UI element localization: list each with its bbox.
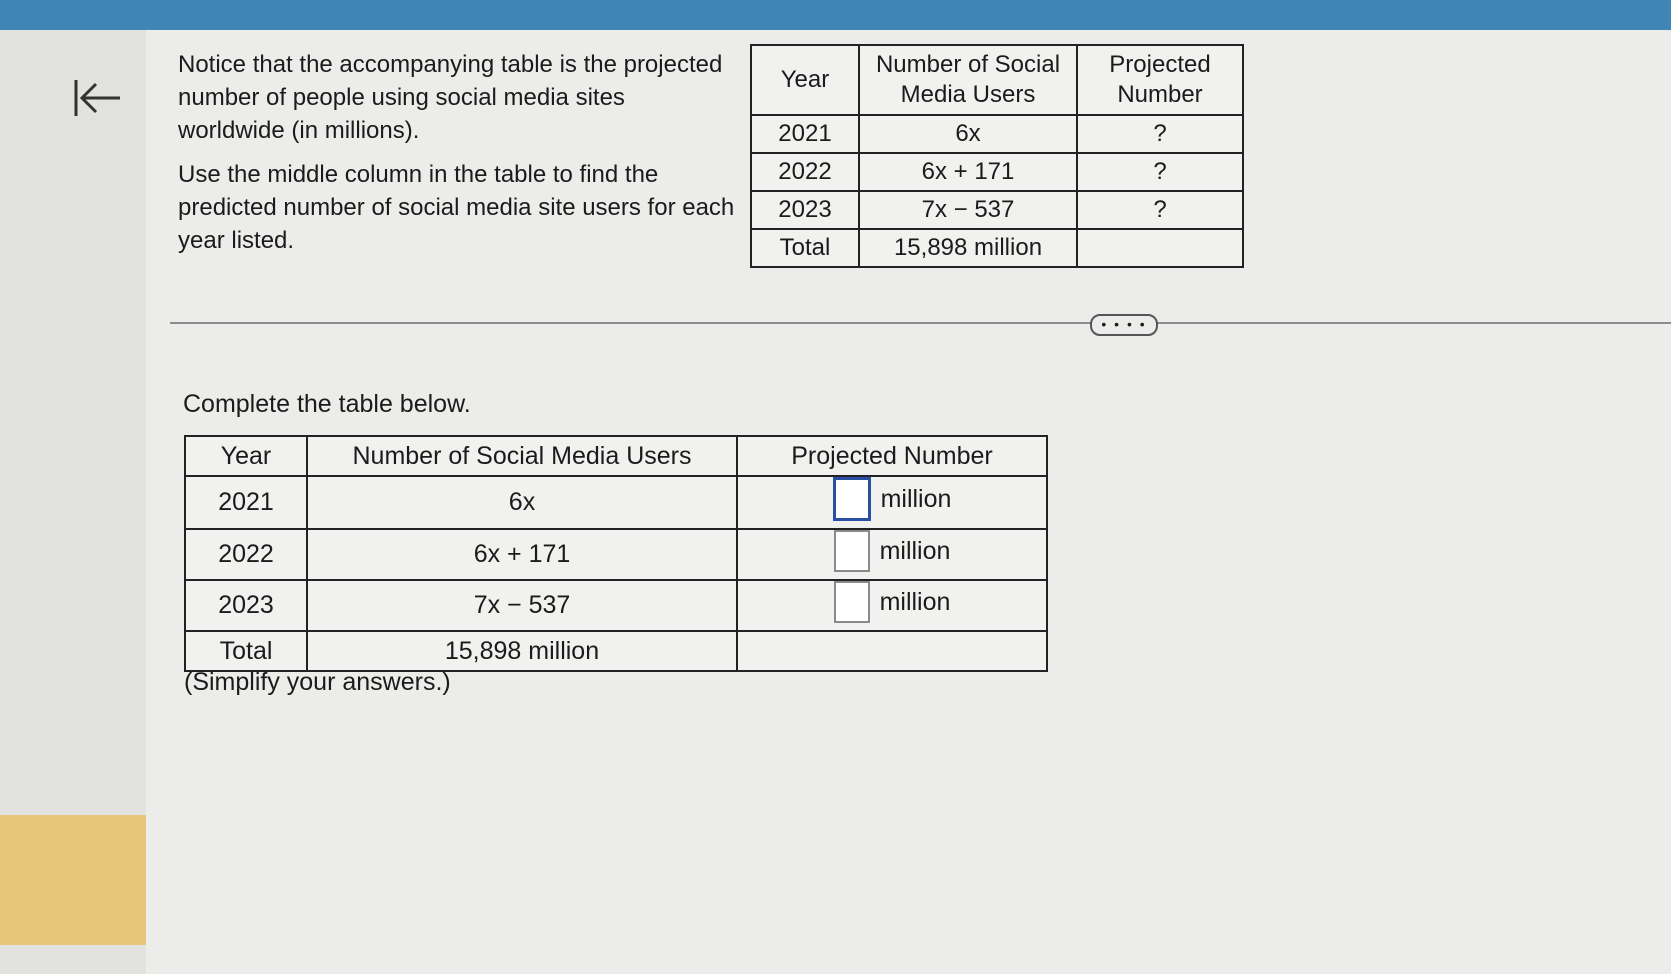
- year-cell: 2021: [185, 476, 307, 529]
- projected-cell: [1077, 229, 1243, 267]
- year-cell: Total: [751, 229, 859, 267]
- answer-table-header: [185, 436, 1047, 476]
- header-users: Number of Social Media Users: [307, 436, 737, 476]
- left-rail-highlight: [0, 815, 146, 945]
- answer-input-2023[interactable]: [834, 581, 870, 623]
- answer-cell: [737, 529, 1047, 580]
- answer-table: [184, 435, 1048, 672]
- reference-table: [750, 44, 1244, 268]
- table-row: [751, 191, 1243, 229]
- projected-cell: ?: [1077, 115, 1243, 153]
- problem-paragraph-1: Notice that the accompanying table is the projected number of people using social media sites worldwide (in millions).: [178, 51, 723, 144]
- header-projected: Projected Number: [1077, 45, 1243, 115]
- table-row: [751, 115, 1243, 153]
- year-cell: 2021: [751, 115, 859, 153]
- answer-input-2022[interactable]: [834, 530, 870, 572]
- year-cell: Total: [185, 631, 307, 671]
- problem-paragraph-2: Use the middle column in the table to find the predicted number of social media site users for each year listed.: [178, 161, 735, 254]
- section-divider: [170, 322, 1671, 324]
- year-cell: 2022: [751, 153, 859, 191]
- expr-cell: 7x − 537: [307, 580, 737, 631]
- expr-cell: 15,898 million: [859, 229, 1077, 267]
- collapse-back-button[interactable]: [72, 72, 124, 124]
- answer-row-total: [185, 631, 1047, 671]
- expr-cell: 6x: [859, 115, 1077, 153]
- expr-cell: 6x + 171: [307, 529, 737, 580]
- year-cell: 2023: [751, 191, 859, 229]
- reference-table-header: [751, 45, 1243, 115]
- year-cell: 2022: [185, 529, 307, 580]
- expr-cell: 15,898 million: [307, 631, 737, 671]
- top-bar: [0, 0, 1671, 30]
- answer-cell: [737, 580, 1047, 631]
- simplify-note: (Simplify your answers.): [184, 668, 451, 696]
- header-year: Year: [185, 436, 307, 476]
- expr-cell: 6x: [307, 476, 737, 529]
- expr-cell: 6x + 171: [859, 153, 1077, 191]
- unit-label: million: [879, 536, 951, 565]
- left-rail: [0, 30, 147, 974]
- year-cell: 2023: [185, 580, 307, 631]
- unit-label: million: [879, 587, 951, 616]
- header-users: Number of Social Media Users: [859, 45, 1077, 115]
- more-button[interactable]: • • • •: [1090, 314, 1158, 336]
- answer-row: [185, 476, 1047, 529]
- header-projected: Projected Number: [737, 436, 1047, 476]
- table-row: [751, 153, 1243, 191]
- answer-cell: [737, 476, 1047, 529]
- answer-row: [185, 580, 1047, 631]
- projected-cell: ?: [1077, 191, 1243, 229]
- table-row-total: [751, 229, 1243, 267]
- complete-prompt: Complete the table below.: [183, 390, 471, 418]
- projected-cell: ?: [1077, 153, 1243, 191]
- expr-cell: 7x − 537: [859, 191, 1077, 229]
- arrow-to-left-icon: [72, 72, 124, 124]
- answer-cell-empty: [737, 631, 1047, 671]
- answer-input-2021[interactable]: [833, 477, 871, 521]
- answer-row: [185, 529, 1047, 580]
- header-year: Year: [751, 45, 859, 115]
- unit-label: million: [880, 484, 952, 513]
